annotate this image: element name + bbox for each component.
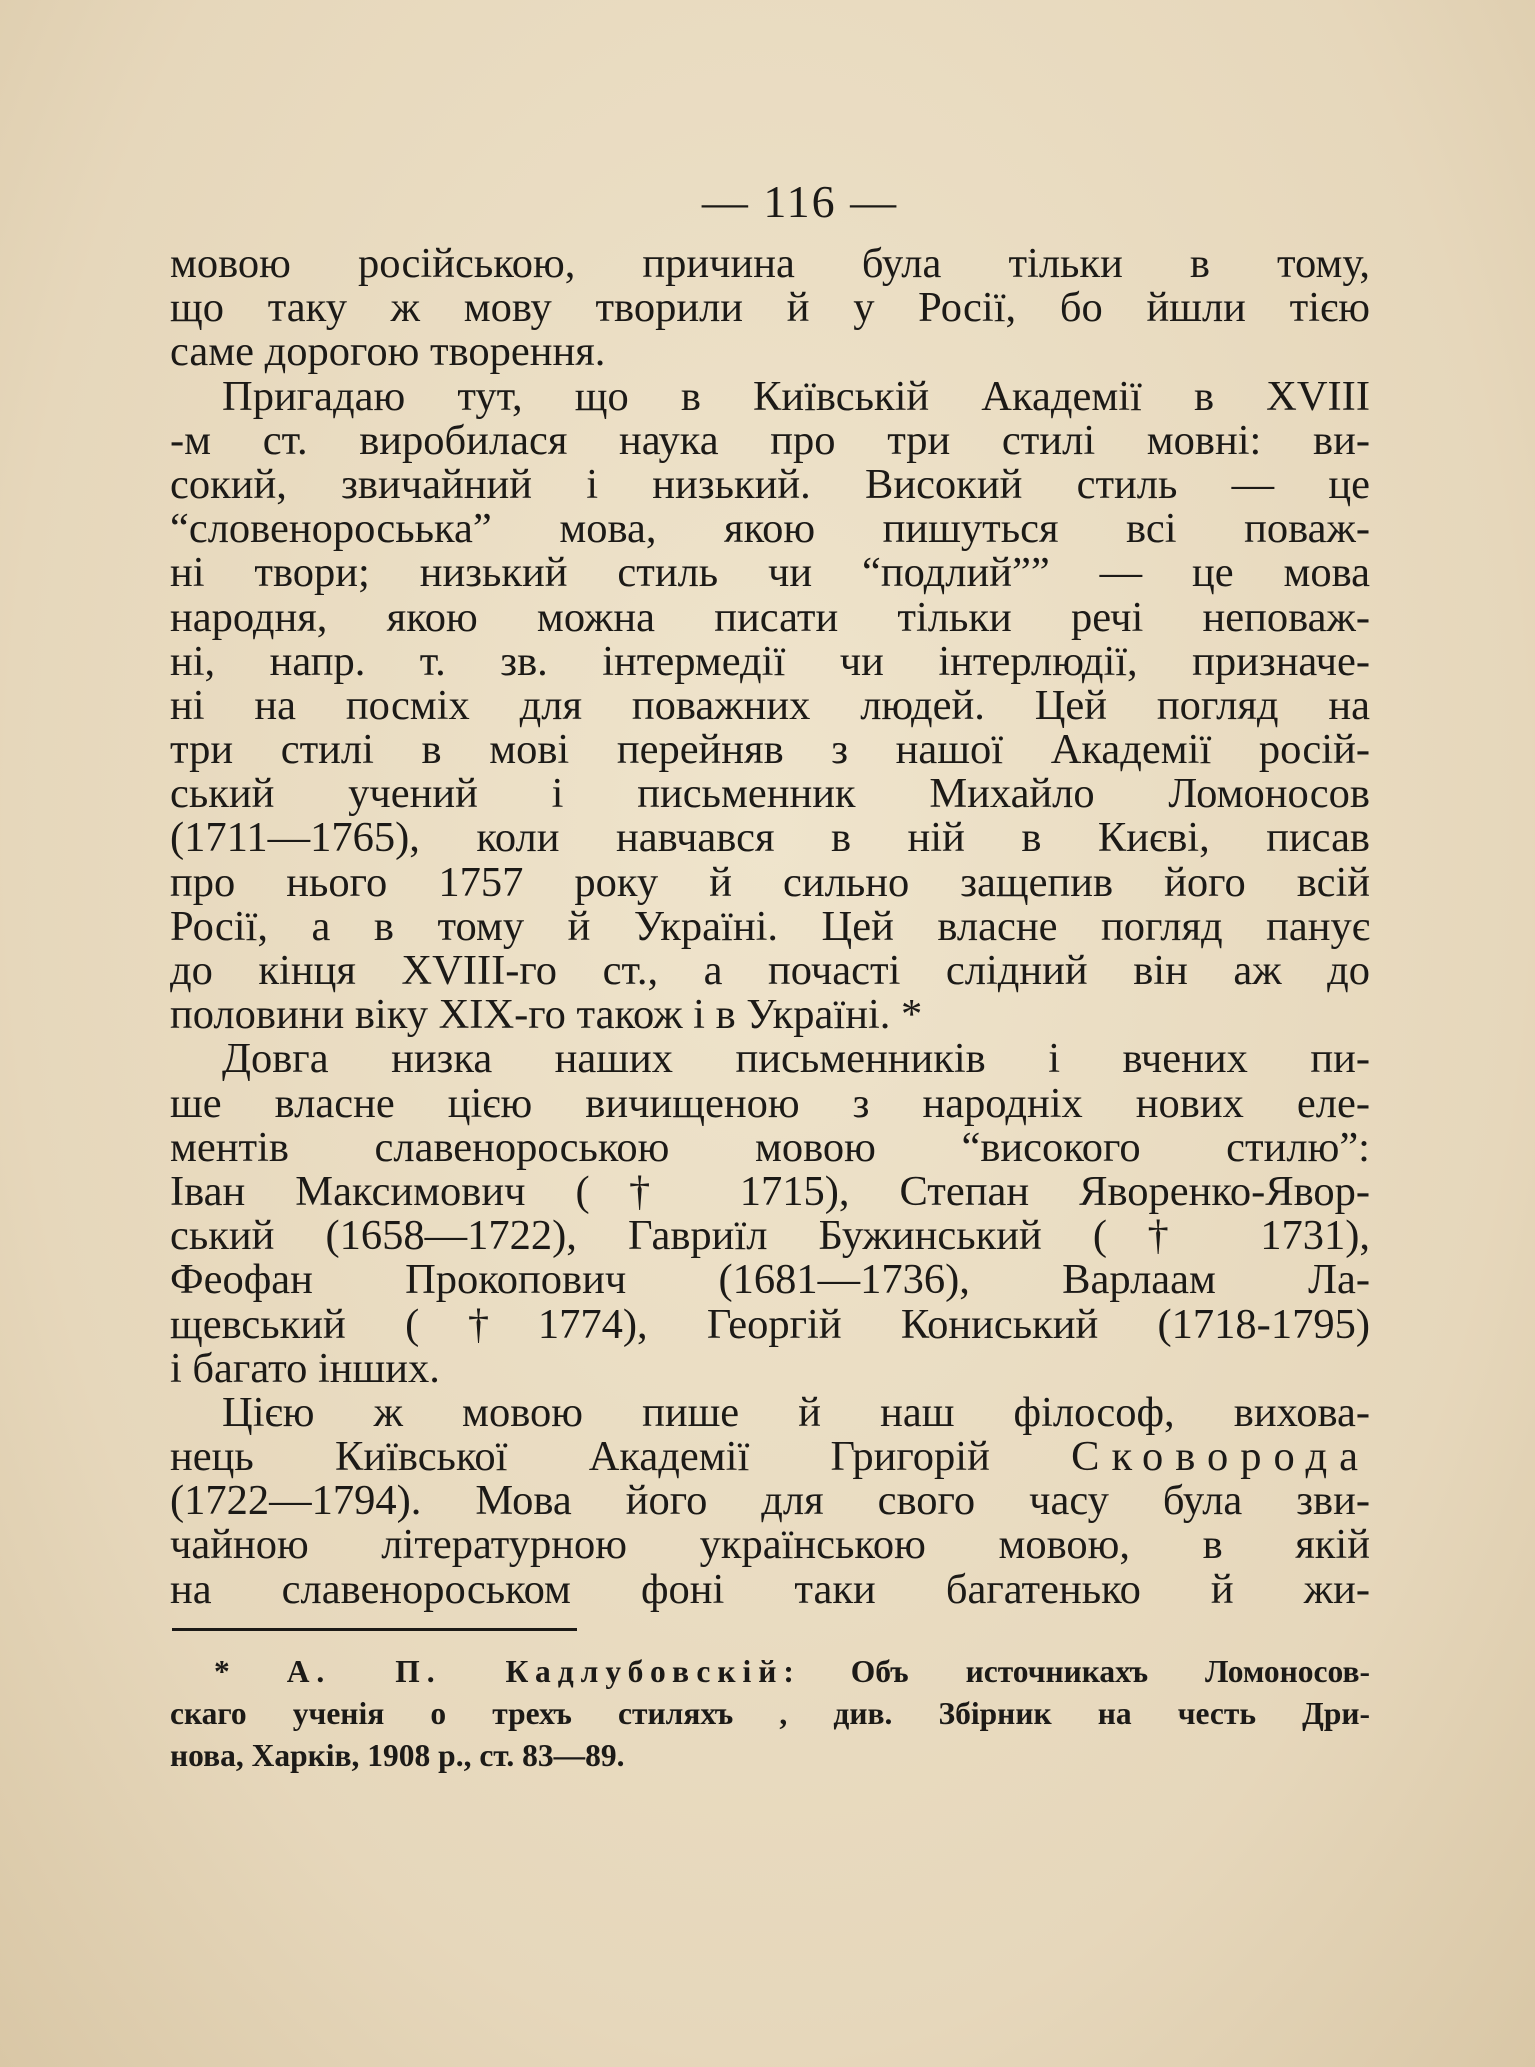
text-line	[170, 1435, 1370, 1479]
text-line	[170, 1479, 1370, 1523]
text-line	[170, 1037, 1370, 1081]
text-line	[170, 1347, 1370, 1391]
text-line	[170, 596, 1370, 640]
text-line-content: народня, якою можна писати тільки речі неповаж-	[170, 595, 1370, 640]
text-line	[170, 507, 1370, 551]
text-line-content: про нього 1757 року й сильно защепив його всій	[170, 860, 1370, 905]
text-line-content: Цією ж мовою пише й наш філософ, вихова-	[222, 1390, 1370, 1436]
text-line	[170, 1391, 1370, 1435]
footnote-mark: *	[214, 1653, 230, 1689]
text-line-content: (1722—1794). Мова його для свого часу була зви-	[170, 1479, 1370, 1524]
text-line-content: ський (1658—1722), Гавриїл Бужинський († 1731),	[170, 1214, 1370, 1259]
body-text	[170, 242, 1370, 1612]
text-line-content: нець Київської Академії Григорій	[170, 1435, 990, 1480]
text-line-content: що таку ж мову творили й у Росії, бо йшли тією	[170, 286, 1370, 331]
text-line-content: Феофан Прокопович (1681—1736), Варлаам Ла-	[170, 1258, 1370, 1303]
text-line	[170, 728, 1370, 772]
page-number: — 116 —	[701, 176, 899, 227]
footnote	[170, 1651, 1370, 1777]
text-line	[170, 905, 1370, 949]
text-line	[170, 1523, 1370, 1567]
text-line	[170, 1170, 1370, 1214]
footnote-line-3: нова, Харків, 1908 р., ст. 83—89.	[170, 1737, 625, 1773]
text-line-content: ні твори; низький стиль чи “подлий”” — це мова	[170, 551, 1370, 596]
text-line-content: “словеноросьька” мова, якою пишуться всі поваж-	[170, 507, 1370, 552]
text-line	[170, 640, 1370, 684]
text-line	[170, 375, 1370, 419]
spaced-name: Сковорода	[1071, 1435, 1370, 1480]
footnote-line-1	[170, 1651, 1370, 1693]
text-line-content: щевський (†1774), Георгій Кониський (1718-1795)	[170, 1302, 1370, 1347]
text-line-content: на славенороськом фоні таки багатенько й жи-	[170, 1567, 1370, 1612]
footnote-title: : Объ источникахъ Ломоносов-	[783, 1653, 1370, 1689]
text-line	[170, 286, 1370, 330]
text-line	[170, 330, 1370, 374]
text-line-content: ні на посміх для поважних людей. Цей погляд на	[170, 683, 1370, 729]
text-line-content: ні, напр. т. зв. інтермедії чи інтерлюдії, призначе-	[170, 639, 1370, 684]
text-line	[170, 816, 1370, 860]
text-line-content: Іван Максимович († 1715), Степан Яворенко-Явор-	[170, 1169, 1370, 1215]
text-line	[170, 1258, 1370, 1302]
footnote-rule	[172, 1628, 577, 1631]
book-page	[170, 175, 1370, 1777]
text-line-content: Пригадаю тут, що в Київській Академії в XVIII	[222, 374, 1370, 419]
text-line-content: ський учений і письменник Михайло Ломоносов	[170, 772, 1370, 817]
text-line-content: мовою російською, причина була тільки в тому,	[170, 242, 1370, 287]
text-line-content: три стилі в мові перейняв з нашої Академії росій-	[170, 728, 1370, 773]
text-line-content: ментів славенороською мовою “високого стилю”:	[170, 1125, 1370, 1170]
text-line	[170, 551, 1370, 595]
text-line	[170, 861, 1370, 905]
text-line	[170, 1568, 1370, 1612]
text-line	[170, 993, 1370, 1037]
text-line-content: Довга низка наших письменників і вчених пи-	[222, 1037, 1370, 1082]
text-line-content: чайною літературною українською мовою, в якій	[170, 1523, 1370, 1568]
text-line	[170, 949, 1370, 993]
footnote-author: А. П. Кадлубовскій	[286, 1653, 784, 1689]
text-line-content: (1711—1765), коли навчався в ній в Києві, писав	[170, 816, 1370, 861]
text-line	[170, 1126, 1370, 1170]
text-line	[170, 1303, 1370, 1347]
text-line	[170, 772, 1370, 816]
footnote-line-2: скаго ученія о трехъ стиляхъ , див. Збірник на честь Дри-	[170, 1695, 1370, 1731]
text-line	[170, 242, 1370, 286]
text-line-content: до кінця XVIII-го ст., а почасті слідний він аж до	[170, 949, 1370, 994]
text-line	[170, 419, 1370, 463]
text-line-content: сокий, звичайний і низький. Високий стиль — це	[170, 462, 1370, 508]
text-line	[170, 1214, 1370, 1258]
text-line-content: половини віку XIX-го також і в Україні. *	[170, 993, 923, 1038]
text-line-content: і багато інших.	[170, 1346, 440, 1391]
text-line-content: -м ст. виробилася наука про три стилі мовні: ви-	[170, 418, 1370, 463]
text-line	[170, 684, 1370, 728]
text-line	[170, 1082, 1370, 1126]
text-line-content: саме дорогою творення.	[170, 330, 606, 375]
text-line-content: Росії, а в тому й Україні. Цей власне погляд панує	[170, 904, 1370, 949]
text-line-content: ше власне цією вичищеною з народніх нових еле-	[170, 1081, 1370, 1126]
text-line	[170, 463, 1370, 507]
